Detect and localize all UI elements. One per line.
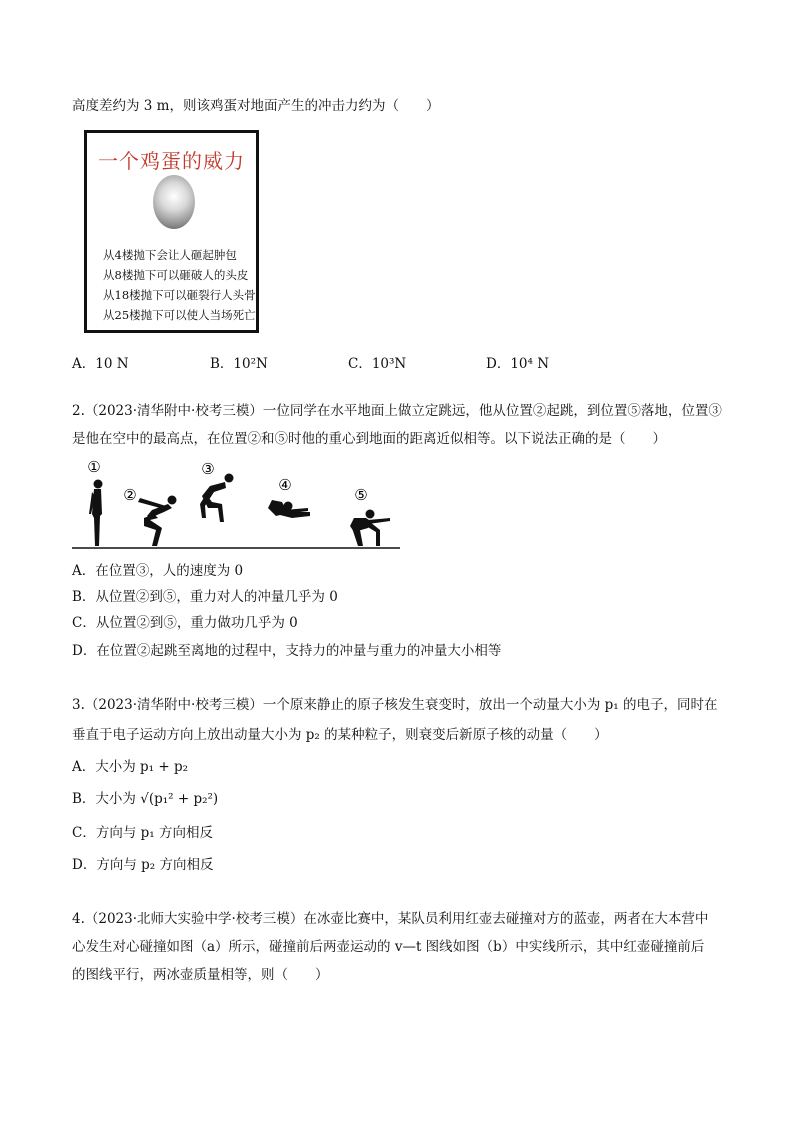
position-label: ① xyxy=(87,458,101,476)
q2-option-d[interactable]: D．在位置②起跳至离地的过程中，支持力的冲量与重力的冲量大小相等 xyxy=(72,643,502,659)
q1-option-c[interactable]: C．10³N xyxy=(348,356,407,372)
egg-poster-line: 从18楼抛下可以砸裂行人头骨 xyxy=(103,288,256,302)
q3-stem-line: 垂直于电子运动方向上放出动量大小为 p₂ 的某种粒子，则衰变后新原子核的动量（ ） xyxy=(72,727,608,743)
q3-option-c[interactable]: C．方向与 p₁ 方向相反 xyxy=(72,825,213,841)
long-jump-figure xyxy=(72,456,402,551)
position-label: ② xyxy=(123,486,137,504)
q2-option-c[interactable]: C．从位置②到⑤，重力做功几乎为 0 xyxy=(72,615,298,631)
jumper-landing xyxy=(350,510,390,547)
position-label: ③ xyxy=(201,460,215,478)
jumper-crouch xyxy=(138,496,177,547)
egg-poster-line: 从4楼抛下会让人砸起肿包 xyxy=(103,248,237,262)
position-label: ④ xyxy=(278,476,292,494)
position-label: ⑤ xyxy=(354,486,368,504)
q4-stem-line: 心发生对心碰撞如图（a）所示，碰撞前后两壶运动的 v—t 图线如图（b）中实线所示，其中红壶碰撞前后 xyxy=(72,939,705,955)
egg-icon xyxy=(153,175,195,229)
jumper-tucked xyxy=(268,500,310,518)
egg-poster-line: 从8楼抛下可以砸破人的头皮 xyxy=(103,268,249,282)
q1-option-b[interactable]: B．10²N xyxy=(210,356,268,372)
q1-intro: 高度差约为 3 m，则该鸡蛋对地面产生的冲击力约为（ ） xyxy=(72,98,440,114)
egg-poster xyxy=(84,130,259,333)
q2-stem-line: 是他在空中的最高点，在位置②和⑤时他的重心到地面的距离近似相等。以下说法正确的是（ ） xyxy=(72,431,666,447)
q4-stem-line: 4.（2023·北师大实验中学·校考三模）在冰壶比赛中，某队员利用红壶去碰撞对方的蓝壶，两者在大本营中 xyxy=(72,911,709,927)
jumper-airborne xyxy=(200,474,234,523)
q3-option-a[interactable]: A．大小为 p₁ + p₂ xyxy=(72,759,189,775)
q1-option-d[interactable]: D．10⁴ N xyxy=(486,356,550,372)
egg-poster-title: 一个鸡蛋的威力 xyxy=(98,149,245,173)
q2-stem-line: 2.（2023·清华附中·校考三模）一位同学在水平地面上做立定跳远，他从位置②起跳，到位置⑤落地，位置③ xyxy=(72,403,722,419)
q3-option-d[interactable]: D．方向与 p₂ 方向相反 xyxy=(72,857,214,873)
q2-option-a[interactable]: A．在位置③，人的速度为 0 xyxy=(72,563,244,579)
jumper-standing xyxy=(89,480,103,547)
q2-option-b[interactable]: B．从位置②到⑤，重力对人的冲量几乎为 0 xyxy=(72,589,338,605)
q3-stem-line: 3.（2023·清华附中·校考三模）一个原来静止的原子核发生衰变时，放出一个动量大小为 p₁ 的电子，同时在 xyxy=(72,697,718,713)
q3-option-b[interactable]: B．大小为 √(p₁² + p₂²) xyxy=(72,791,219,807)
q4-stem-line: 的图线平行，两冰壶质量相等，则（ ） xyxy=(72,967,329,983)
q1-option-a[interactable]: A．10 N xyxy=(72,356,129,372)
egg-poster-line: 从25楼抛下可以使人当场死亡 xyxy=(103,308,256,322)
